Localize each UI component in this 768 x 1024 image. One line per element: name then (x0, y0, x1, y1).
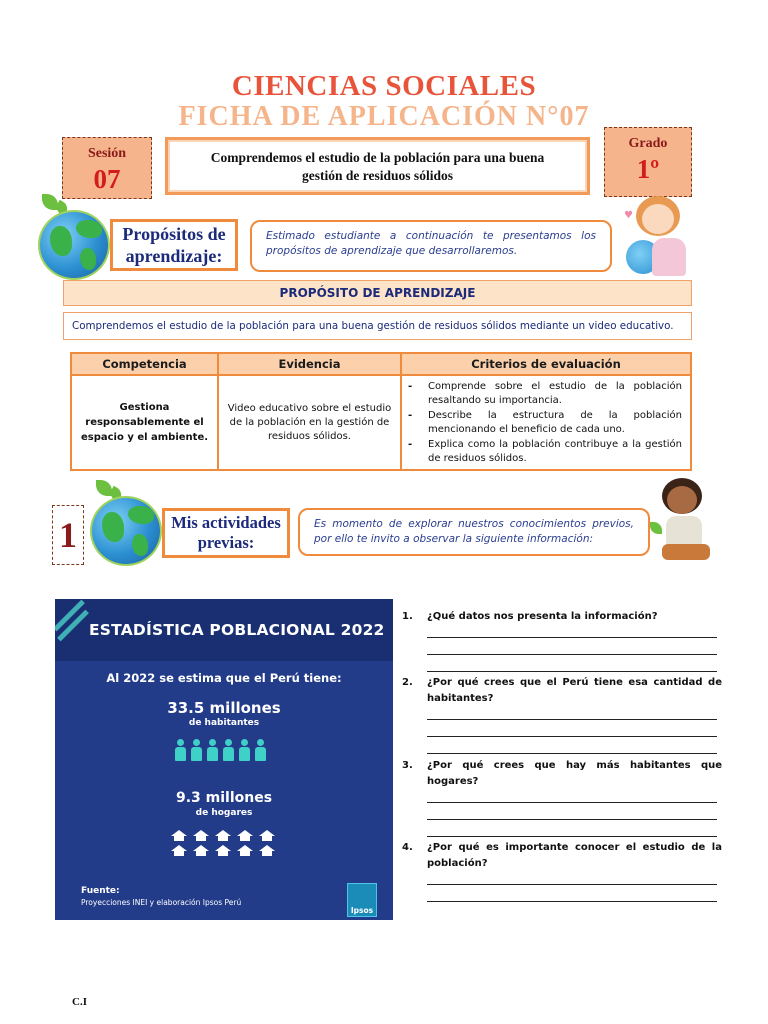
house-icon (215, 830, 231, 841)
purposes-title-line-1: Propósitos de (122, 224, 226, 244)
footer-text: C.I (72, 996, 87, 1008)
stat-hogares-label: de hogares (195, 808, 253, 818)
answer-line[interactable] (427, 637, 717, 638)
header-evidencia: Evidencia (218, 353, 401, 375)
globe-icon (86, 478, 166, 570)
question-number: 4. (402, 842, 413, 853)
answer-line[interactable] (427, 654, 717, 655)
question-2 (402, 675, 722, 707)
purposes-title-line-2: aprendizaje: (125, 246, 223, 266)
stat-habitantes-value: 33.5 millones (167, 699, 281, 717)
purpose-bar: PROPÓSITO DE APRENDIZAJE (63, 280, 692, 306)
house-icon (171, 830, 187, 841)
session-value: 07 (93, 164, 121, 194)
question-text: ¿Por qué crees que el Perú tiene esa cantidad de habitantes? (427, 677, 722, 704)
header-competencia: Competencia (71, 353, 218, 375)
session-box (62, 137, 152, 199)
activity-intro: Es momento de explorar nuestros conocimientos previos, por ello te invito a observar la siguiente información: (298, 508, 650, 556)
topic-line-1: Comprendemos el estudio de la población para una buena (210, 150, 545, 165)
competency-table (70, 352, 692, 471)
table-row (71, 375, 691, 470)
criterion-item: - Comprende sobre el estudio de la población resaltando su importancia. (408, 380, 682, 408)
page-title: CIENCIAS SOCIALES (231, 70, 537, 102)
house-icon (259, 845, 275, 856)
topic-box (165, 137, 590, 195)
house-icon (171, 845, 187, 856)
activity-title-line-1: Mis actividades (171, 513, 281, 532)
girl-illustration-icon: ♥ (622, 190, 694, 278)
purpose-text: Comprendemos el estudio de la población para una buena gestión de residuos sólidos mediante un video educativo. (63, 312, 692, 340)
answer-line[interactable] (427, 836, 717, 837)
purposes-intro: Estimado estudiante a continuación te presentamos los propósitos de aprendizaje que desarrollaremos. (250, 220, 612, 272)
house-icon (193, 830, 209, 841)
question-text: ¿Qué datos nos presenta la información? (427, 611, 658, 622)
stat-habitantes-label: de habitantes (188, 718, 260, 728)
boy-illustration-icon (650, 476, 716, 566)
cell-evidencia: Video educativo sobre el estudio de la población en la gestión de residuos sólidos. (218, 375, 401, 470)
answer-line[interactable] (427, 802, 717, 803)
grade-value: 1º (636, 154, 660, 184)
header-criterios: Criterios de evaluación (401, 353, 691, 375)
question-4 (402, 840, 722, 872)
answer-line[interactable] (427, 819, 717, 820)
person-icon (191, 739, 202, 761)
question-3 (402, 758, 722, 790)
criterion-item: - Describe la estructura de la población mencionando el beneficio de cada uno. (408, 409, 682, 437)
answer-line[interactable] (427, 719, 717, 720)
house-icon (193, 845, 209, 856)
infographic-title: ESTADÍSTICA POBLACIONAL 2022 (89, 621, 385, 639)
person-icon (255, 739, 266, 761)
infographic-intro: Al 2022 se estima que el Perú tiene: (106, 671, 342, 685)
stat-hogares-value: 9.3 millones (175, 790, 273, 806)
question-number: 2. (402, 677, 413, 688)
house-icon (237, 830, 253, 841)
question-text: ¿Por qué crees que hay más habitantes que hogares? (427, 760, 722, 787)
globe-icon (34, 192, 112, 284)
cell-criterios (401, 375, 691, 470)
question-number: 3. (402, 760, 413, 771)
source-label: Fuente: (81, 886, 120, 896)
topic-line-2: gestión de residuos sólidos (302, 168, 453, 183)
criterion-item: - Explica como la población contribuye a la gestión de residuos sólidos. (408, 438, 682, 466)
person-icon (175, 739, 186, 761)
page-subtitle: FICHA DE APLICACIÓN N°07 (178, 101, 590, 132)
house-icon (215, 845, 231, 856)
answer-line[interactable] (427, 884, 717, 885)
activity-number: 1 (52, 505, 84, 565)
activity-title (162, 508, 290, 558)
question-number: 1. (402, 611, 413, 622)
grade-box (604, 127, 692, 197)
cell-competencia: Gestiona responsablemente el espacio y el ambiente. (71, 375, 218, 470)
house-icon (237, 845, 253, 856)
ipsos-logo: Ipsos (347, 883, 377, 917)
person-icon (207, 739, 218, 761)
activity-title-line-2: previas: (197, 533, 255, 552)
purposes-title (110, 219, 238, 271)
grade-label: Grado (628, 136, 668, 151)
answer-line[interactable] (427, 736, 717, 737)
source-text: Proyecciones INEI y elaboración Ipsos Perú (81, 898, 242, 907)
population-infographic (55, 599, 393, 920)
table-header-row (71, 353, 691, 375)
answer-line[interactable] (427, 901, 717, 902)
answer-line[interactable] (427, 753, 717, 754)
question-text: ¿Por qué es importante conocer el estudio de la población? (427, 842, 722, 869)
session-label: Sesión (87, 146, 127, 161)
question-1 (402, 609, 722, 625)
house-icon (259, 830, 275, 841)
answer-line[interactable] (427, 671, 717, 672)
person-icon (223, 739, 234, 761)
person-icon (239, 739, 250, 761)
